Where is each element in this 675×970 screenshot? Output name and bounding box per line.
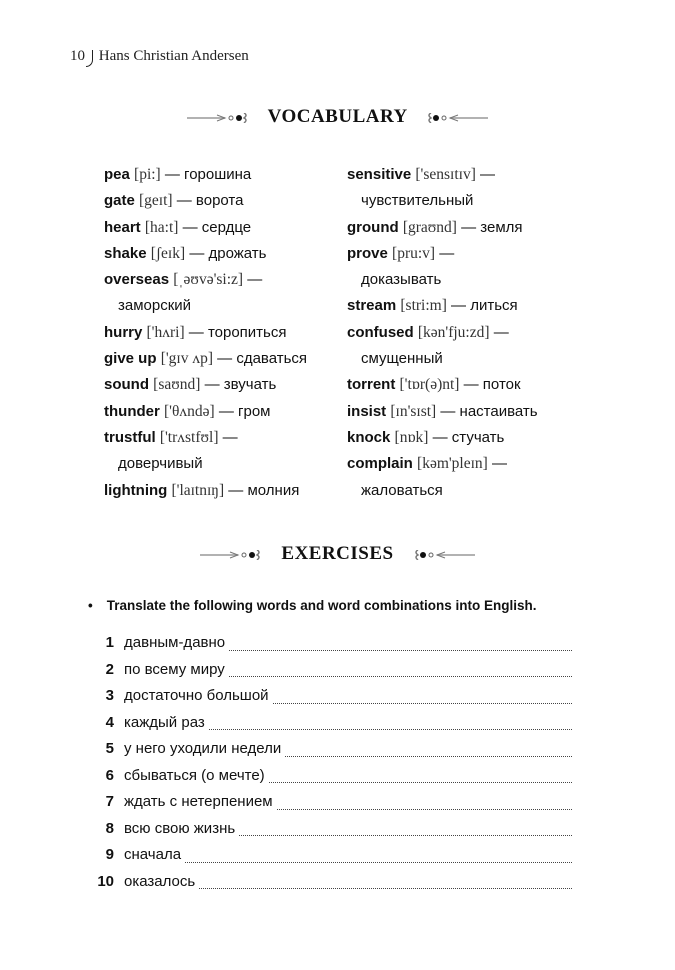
vocabulary-entry: [104, 243, 307, 269]
transcription: [kən'fju:zd]: [417, 323, 490, 341]
transcription: [saʊnd]: [153, 376, 201, 394]
headword: shake: [104, 244, 147, 262]
answer-line[interactable]: [185, 844, 572, 863]
answer-line[interactable]: [229, 659, 572, 678]
translation: —: [222, 428, 238, 446]
transcription: ['sensɪtɪv]: [415, 166, 476, 183]
headword: insist: [347, 402, 387, 420]
exercise-item: [88, 738, 572, 765]
vocabulary-left-column: [104, 164, 307, 506]
vocabulary-entry: [104, 217, 307, 243]
vocabulary-right-column: [347, 164, 538, 506]
transcription: [stri:m]: [400, 297, 447, 315]
exercise-item: [88, 712, 572, 739]
translation: — земля: [461, 218, 523, 236]
exercise-item: [88, 659, 572, 686]
translation: —: [492, 455, 507, 473]
transcription: [pi:]: [134, 166, 161, 183]
left-ornament-icon: [187, 113, 249, 123]
vocabulary-entry: [104, 374, 307, 400]
vocabulary-entry: [104, 322, 307, 348]
right-ornament-icon: [413, 550, 475, 560]
headword: sound: [104, 376, 149, 394]
headword: hurry: [104, 323, 143, 341]
answer-line[interactable]: [209, 712, 572, 731]
transcription: [nɒk]: [394, 428, 429, 446]
transcription: [ɪn'sɪst]: [390, 402, 437, 420]
transcription: ['trʌstfʊl]: [159, 428, 219, 446]
transcription: ['gɪv ʌp]: [160, 350, 213, 368]
translation: — дрожать: [189, 244, 267, 262]
item-text: сначала: [124, 846, 182, 863]
vocabulary-entry: [347, 374, 538, 400]
item-number: 8: [105, 819, 114, 837]
answer-line[interactable]: [199, 871, 572, 890]
translation: — гром: [218, 402, 271, 420]
item-number: 4: [105, 713, 114, 731]
transcription: [graʊnd]: [402, 218, 457, 236]
exercise-item: [88, 632, 572, 659]
answer-line[interactable]: [277, 791, 572, 810]
transcription: ['laɪtnɪŋ]: [171, 481, 225, 499]
translation: — горошина: [164, 166, 252, 183]
answer-line[interactable]: [285, 738, 572, 757]
transcription: [kəm'pleɪn]: [417, 455, 488, 473]
exercise-item: [88, 791, 572, 818]
translation: — ворота: [176, 192, 244, 210]
vocabulary-entry: [347, 322, 538, 348]
item-number: 3: [105, 687, 114, 704]
exercise-item: [88, 844, 572, 871]
answer-line[interactable]: [239, 818, 572, 837]
vocabulary-entry: [104, 427, 307, 453]
translation-continued: заморский: [118, 297, 192, 315]
item-number: 5: [105, 740, 114, 757]
vocabulary-entry: [347, 427, 538, 453]
transcription: ['θʌndə]: [164, 402, 215, 420]
vocabulary-entry: [104, 348, 307, 374]
headword: gate: [104, 192, 135, 210]
vocabulary-entry: [104, 480, 307, 506]
headword: heart: [104, 218, 141, 236]
vocabulary-entry: [104, 401, 307, 427]
translation: — молния: [228, 481, 300, 499]
headword: lightning: [104, 481, 168, 499]
translation: — торопиться: [188, 323, 287, 341]
translation: —: [493, 323, 509, 341]
running-header: [70, 48, 249, 65]
translation-continued: доверчивый: [118, 455, 203, 473]
page-number: 10: [70, 48, 95, 64]
transcription: ['tɒr(ə)nt]: [399, 376, 460, 394]
item-number: 10: [97, 872, 114, 890]
vocabulary-entry: [347, 295, 538, 321]
bracket-ornament: [86, 50, 93, 67]
headword: stream: [347, 297, 397, 315]
translation: — настаивать: [440, 402, 538, 420]
headword: pea: [104, 166, 130, 183]
translation: — сердце: [182, 218, 252, 236]
book-title: Hans Christian Andersen: [98, 48, 249, 64]
headword: give up: [104, 350, 157, 368]
translation-continued: чувствительный: [361, 192, 474, 210]
item-number: 7: [105, 793, 114, 810]
item-text: оказалось: [124, 872, 196, 890]
answer-line[interactable]: [273, 685, 572, 704]
exercise-item: [88, 765, 572, 792]
vocabulary-entry: [347, 164, 538, 190]
exercise-instruction: • Translate the following words and word combinations into English.: [88, 598, 537, 613]
translation: — поток: [463, 376, 521, 394]
translation: —: [480, 166, 496, 183]
exercise-list: [88, 632, 572, 897]
item-text: у него уходили недели: [124, 740, 282, 757]
answer-line[interactable]: [229, 632, 572, 651]
translation-continued: жаловаться: [361, 481, 443, 499]
vocabulary-entry: [347, 401, 538, 427]
vocabulary-entry: [104, 269, 307, 295]
translation-continued: доказывать: [361, 271, 442, 289]
item-text: ждать с нетерпением: [124, 793, 273, 810]
exercise-item: [88, 818, 572, 845]
exercises-heading: EXERCISES: [0, 543, 675, 565]
transcription: [pru:v]: [392, 244, 436, 262]
headword: trustful: [104, 428, 156, 446]
transcription: [ha:t]: [144, 218, 179, 236]
item-text: по всему миру: [124, 660, 225, 678]
headword: knock: [347, 428, 391, 446]
answer-line[interactable]: [269, 765, 572, 784]
headword: sensitive: [347, 166, 412, 183]
transcription: ['hʌri]: [146, 323, 185, 341]
right-ornament-icon: [426, 113, 488, 123]
vocabulary-entry: [347, 243, 538, 269]
vocabulary-entry: [104, 190, 307, 216]
headword: thunder: [104, 402, 160, 420]
item-text: давным-давно: [124, 634, 226, 651]
translation-continued: смущенный: [361, 350, 443, 368]
item-number: 9: [105, 846, 114, 863]
item-text: каждый раз: [124, 713, 205, 731]
headword: confused: [347, 323, 414, 341]
headword: prove: [347, 244, 388, 262]
item-number: 1: [105, 634, 114, 651]
vocabulary-entry: [347, 217, 538, 243]
vocabulary-heading: VOCABULARY: [0, 106, 675, 128]
vocabulary-entry: [104, 164, 307, 190]
left-ornament-icon: [200, 550, 262, 560]
translation: —: [439, 244, 455, 262]
translation: —: [247, 271, 263, 289]
translation: — литься: [451, 297, 518, 315]
exercise-item: [88, 871, 572, 898]
item-number: 2: [105, 660, 114, 678]
item-number: 6: [105, 766, 114, 784]
translation: — звучать: [204, 376, 277, 394]
item-text: сбываться (о мечте): [124, 766, 265, 784]
transcription: [geɪt]: [139, 192, 173, 210]
translation: — сдаваться: [217, 350, 308, 368]
vocabulary-entry: [347, 453, 538, 479]
transcription: [ʃeɪk]: [150, 244, 186, 262]
headword: complain: [347, 455, 413, 473]
exercise-item: [88, 685, 572, 712]
headword: torrent: [347, 376, 396, 394]
headword: overseas: [104, 271, 170, 289]
headword: ground: [347, 218, 399, 236]
translation: — стучать: [432, 428, 505, 446]
item-text: всю свою жизнь: [124, 819, 236, 837]
item-text: достаточно большой: [124, 687, 269, 704]
transcription: [ˌəʊvə'si:z]: [173, 271, 244, 289]
